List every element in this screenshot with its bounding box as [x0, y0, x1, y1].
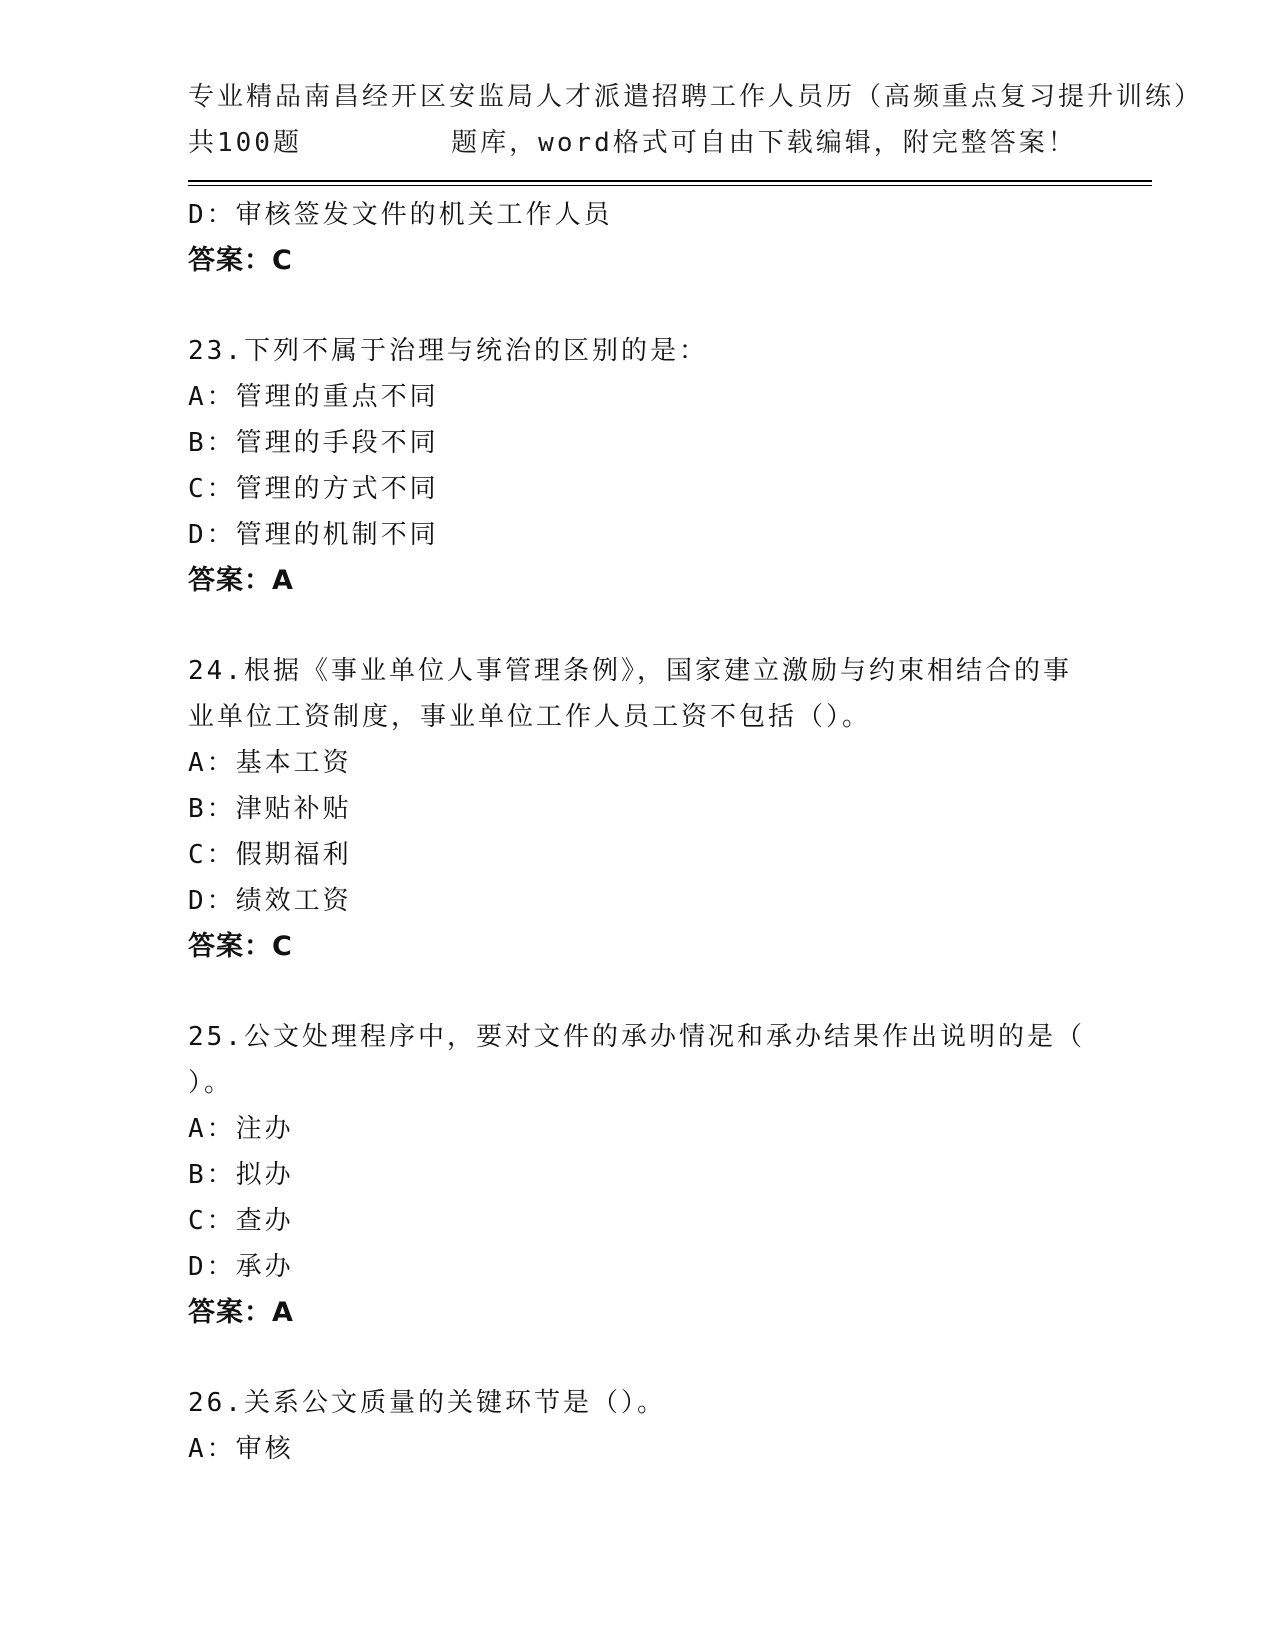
option-a: A：管理的重点不同 [188, 382, 439, 412]
answer: 答案：A [188, 1297, 294, 1328]
document-header [188, 74, 1203, 166]
option-b: B：管理的手段不同 [188, 428, 439, 458]
question-stem-line1: 24.根据《事业单位人事管理条例》，国家建立激励与约束相结合的事 [188, 656, 1072, 686]
option-d: D：绩效工资 [188, 886, 352, 916]
option-c: C：管理的方式不同 [188, 474, 439, 504]
answer: 答案：A [188, 565, 294, 596]
answer: 答案：C [188, 931, 293, 962]
option-d: D：承办 [188, 1252, 294, 1282]
option-d: D：管理的机制不同 [188, 520, 439, 550]
header-title: 专业精品南昌经开区安监局人才派遣招聘工作人员历（高频重点复习提升训练） [188, 82, 1204, 112]
header-subtitle: 共100题 题库，word格式可自由下载编辑，附完整答案！ [188, 128, 1077, 158]
option-a: A：基本工资 [188, 748, 352, 778]
question-23 [188, 328, 1088, 604]
option-a: A：审核 [188, 1434, 294, 1464]
header-divider-thin [188, 185, 1152, 186]
question-list [188, 192, 1088, 1472]
question-stem-line1: 25.公文处理程序中，要对文件的承办情况和承办结果作出说明的是（ [188, 1022, 1085, 1052]
question-gap [188, 284, 1088, 328]
question-stem-line2: ）。 [188, 1068, 234, 1098]
question-stem: 23.下列不属于治理与统治的区别的是： [188, 336, 708, 366]
question-stem: 26.关系公文质量的关键环节是（）。 [188, 1388, 666, 1418]
option-b: B：津贴补贴 [188, 794, 352, 824]
option-b: B：拟办 [188, 1160, 294, 1190]
option-c: C：假期福利 [188, 840, 352, 870]
header-divider-thick [188, 180, 1152, 182]
question-gap [188, 604, 1088, 648]
option-c: C：查办 [188, 1206, 294, 1236]
answer: 答案：C [188, 245, 293, 276]
question-gap [188, 970, 1088, 1014]
question-26 [188, 1380, 1088, 1472]
option-a: A：注办 [188, 1114, 294, 1144]
option-d: D：审核签发文件的机关工作人员 [188, 200, 613, 230]
question-25 [188, 1014, 1088, 1336]
question-stem-line2: 业单位工资制度，事业单位工作人员工资不包括（）。 [188, 702, 872, 732]
question-24 [188, 648, 1088, 970]
question-gap [188, 1336, 1088, 1380]
